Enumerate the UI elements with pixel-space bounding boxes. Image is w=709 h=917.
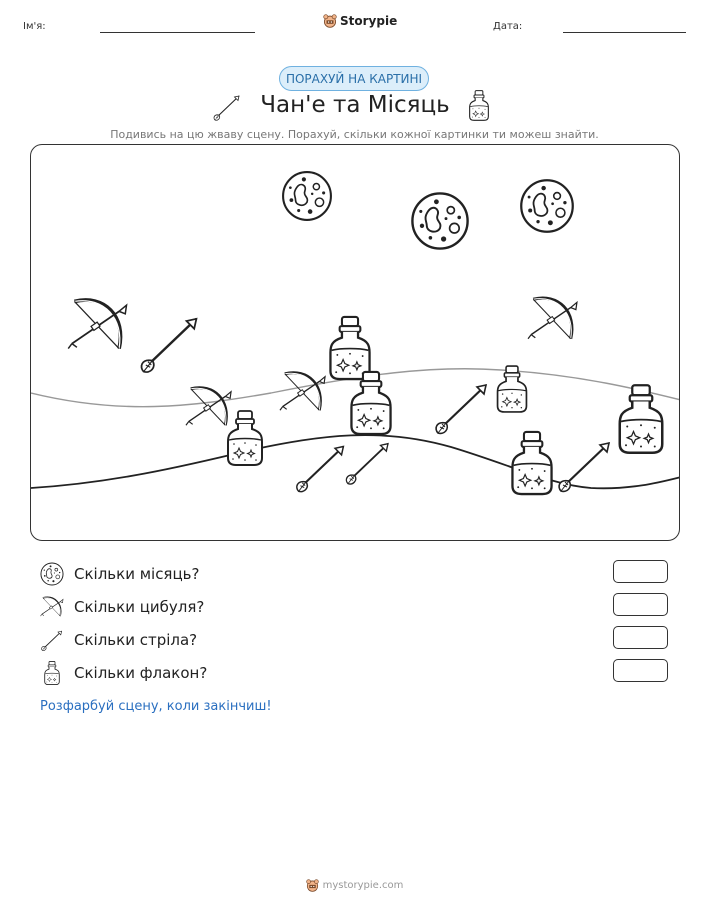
page-title: Чан'е та Місяць [260, 92, 450, 118]
question-text: Скільки стріла? [74, 631, 198, 649]
question-text: Скільки цибуля? [74, 598, 205, 616]
arrow-3 [297, 446, 344, 491]
question-row-moon [40, 562, 680, 588]
moon-icon [40, 562, 64, 586]
answer-box-potion[interactable] [613, 659, 668, 682]
question-text: Скільки флакон? [74, 664, 208, 682]
name-field[interactable] [100, 32, 255, 33]
brand-logo [323, 14, 397, 28]
bow-icon [40, 595, 64, 619]
potion-4 [498, 366, 527, 412]
storypie-logo-icon [323, 14, 337, 28]
storypie-logo-icon [306, 879, 319, 892]
finish-instruction: Розфарбуй сцену, коли закінчиш! [40, 699, 272, 714]
potion-3 [228, 411, 262, 465]
bow-3 [280, 373, 325, 411]
bow-1 [68, 300, 126, 349]
question-row-bow [40, 595, 680, 621]
question-row-potion [40, 661, 680, 687]
moon-2 [412, 193, 467, 248]
arrow-4 [346, 444, 388, 484]
answer-box-arrow[interactable] [613, 626, 668, 649]
footer-site: mystorypie.com [322, 880, 404, 891]
arrow-2 [436, 385, 486, 433]
date-field[interactable] [563, 32, 686, 33]
answer-box-moon[interactable] [613, 560, 668, 583]
worksheet-type-badge: ПОРАХУЙ НА КАРТИНІ [279, 66, 429, 91]
date-label: Дата: [493, 21, 523, 32]
arrow-icon [40, 628, 64, 652]
instructions: Подивись на цю жваву сцену. Порахуй, скільки кожної картинки ти можеш знайти. [110, 128, 599, 141]
bow-4 [528, 298, 577, 339]
potion-5 [512, 432, 551, 494]
potion-bottle-icon [40, 661, 64, 685]
arrow-1 [141, 319, 196, 372]
potion-6 [620, 385, 663, 453]
question-text: Скільки місяць? [74, 565, 200, 583]
potion-2 [351, 372, 390, 434]
question-row-arrow [40, 628, 680, 654]
potion-bottle-icon [468, 90, 490, 121]
scene-illustration [31, 145, 680, 541]
moon-1 [283, 172, 331, 220]
moon-3 [521, 180, 573, 232]
counting-scene [30, 144, 680, 541]
footer [0, 879, 709, 892]
brand-name: Storypie [340, 14, 398, 28]
name-label: Ім'я: [23, 21, 46, 32]
answer-box-bow[interactable] [613, 593, 668, 616]
bow-2 [186, 388, 231, 426]
arrow-5 [559, 443, 609, 491]
potion-1 [330, 317, 369, 379]
